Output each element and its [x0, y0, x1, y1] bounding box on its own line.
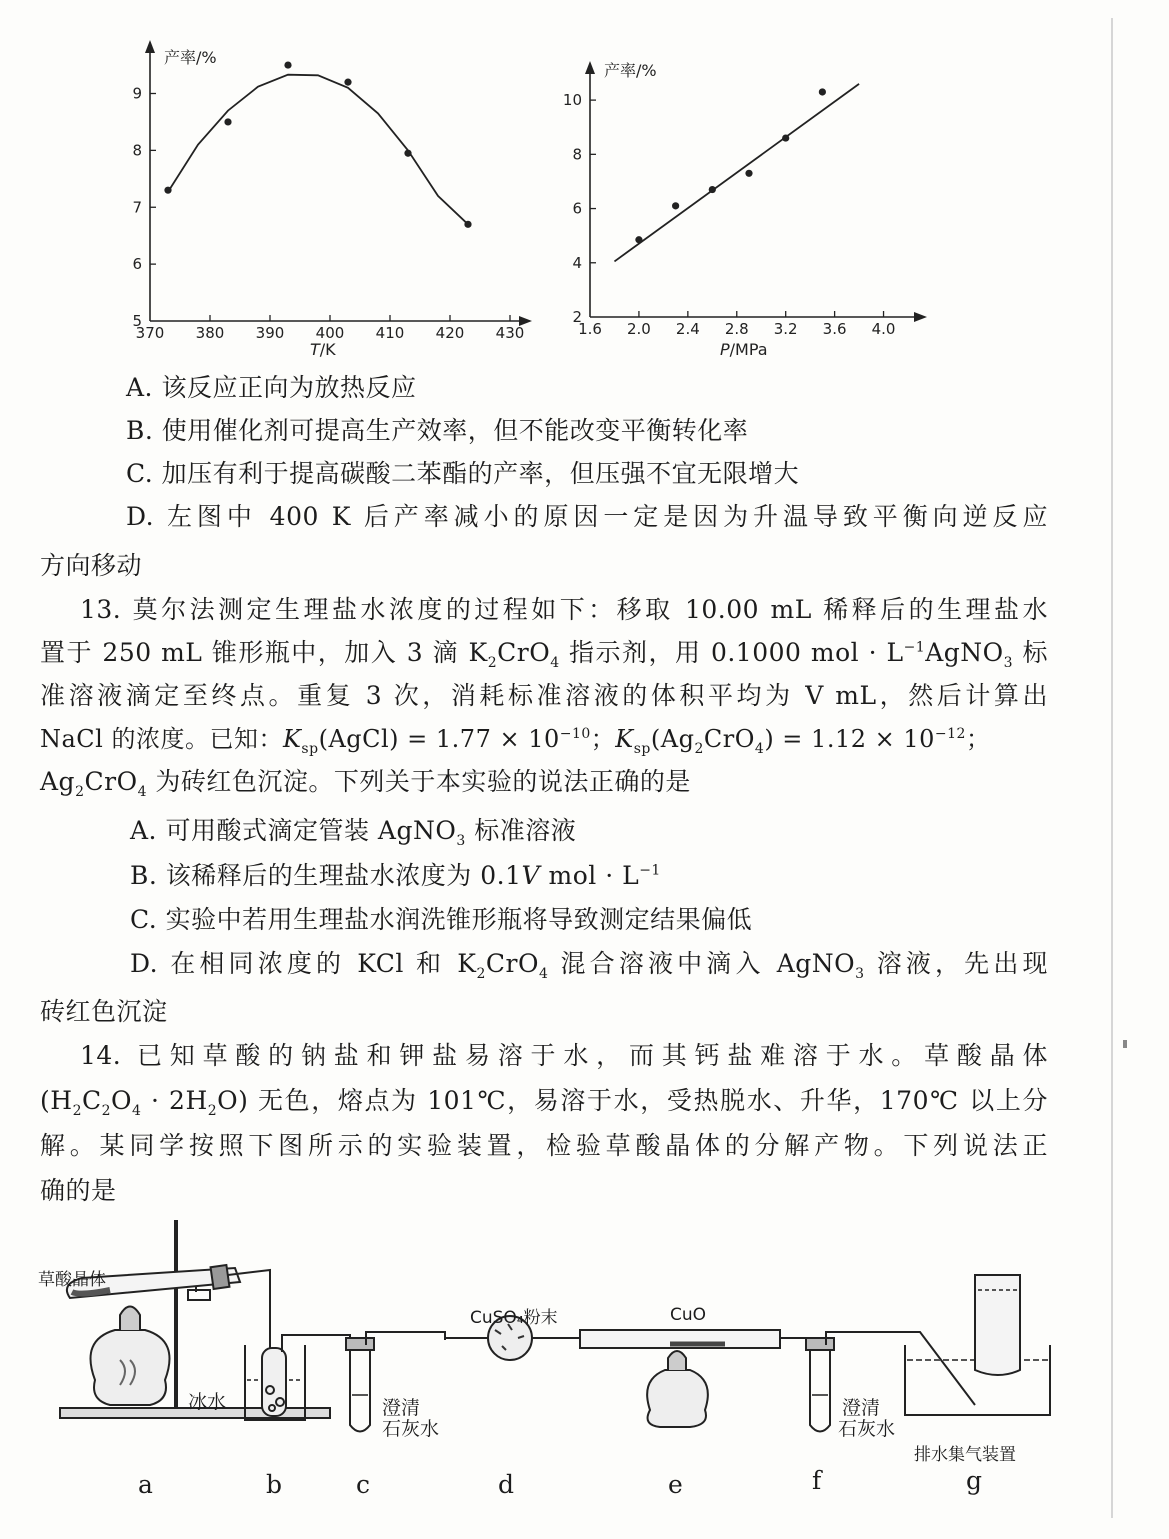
q14-l2-sub1: 2 [72, 1103, 82, 1119]
q13-od-sub3: 3 [855, 966, 865, 982]
q13-l4-sub2: 2 [694, 740, 704, 757]
q13-l4-text4: CrO [703, 725, 755, 753]
x-tick-label: 3.6 [822, 320, 847, 338]
q13-l2-text4: AgNO [925, 638, 1004, 667]
chart-pressure-xticks [578, 311, 895, 338]
y-tick-label: 4 [572, 253, 582, 272]
q13-l4-exp2: −12 [934, 726, 966, 742]
apparatus-diagram [20, 1220, 1100, 1450]
q13-option-d-line1 [130, 948, 1048, 980]
data-point [224, 118, 231, 125]
q13-od-text3: 混合溶液中滴入 AgNO [548, 949, 856, 978]
apparatus-letter-d: d [498, 1470, 515, 1499]
apparatus-letter-e: e [668, 1470, 683, 1499]
chart-pressure-ylabel: 产率/% [604, 61, 657, 80]
apparatus-letter-f: f [812, 1466, 822, 1495]
x-tick-label: 400 [315, 324, 345, 342]
y-tick-label: 10 [562, 91, 582, 110]
data-point [464, 221, 471, 228]
q13-l4-text3: (Ag [650, 725, 695, 753]
q13-od-sub1: 2 [476, 966, 486, 982]
x-tick-label: 4.0 [871, 320, 896, 338]
q13-option-a [130, 815, 576, 847]
data-point [819, 88, 826, 95]
data-point [635, 236, 642, 243]
q13-oa-text1: A. 可用酸式滴定管装 AgNO [130, 816, 457, 845]
q13-od-sub2: 4 [538, 966, 549, 982]
q13-l2-sub2: 4 [550, 655, 560, 671]
apparatus-label-ice-water: 冰水 [188, 1391, 227, 1413]
apparatus-label-cuo: CuO [670, 1305, 707, 1325]
x-tick-label: 3.2 [773, 320, 798, 338]
q13-l4-text2: (AgCl) = 1.77 × 10 [318, 725, 560, 753]
apparatus-label-limewater-f-2: 石灰水 [838, 1418, 896, 1440]
q14-l2-text3: O [111, 1086, 133, 1115]
q14-l2-sub2: 2 [101, 1103, 112, 1119]
q13-ob-text1: B. 该稀释后的生理盐水浓度为 0.1 [130, 861, 522, 890]
apparatus-g-trough [905, 1275, 1050, 1415]
y-tick-label: 7 [132, 198, 142, 217]
data-point [782, 134, 789, 141]
data-point [284, 61, 291, 68]
apparatus-a-alcohol-lamp [91, 1307, 170, 1406]
chart-temperature-points [164, 61, 471, 227]
q13-l2-text1: 置于 250 mL 锥形瓶中，加入 3 滴 K [40, 638, 488, 667]
q14-stem-line2 [40, 1085, 1048, 1117]
q13-ksp2-sub: sp [633, 740, 651, 757]
q13-l4-sub4: 4 [754, 740, 765, 757]
q13-l5-sub1: 2 [75, 784, 85, 800]
q12-option-d-line2: 方向移动 [40, 551, 143, 580]
q13-ksp2-k: K [615, 725, 634, 753]
apparatus-label-gas-collect: 排水集气装置 [914, 1445, 1016, 1465]
x-tick-label: 430 [495, 324, 525, 342]
apparatus-letter-b: b [266, 1470, 283, 1499]
q14-l2-text1: (H [40, 1086, 73, 1115]
q13-stem-line3: 准溶液滴定至终点。重复 3 次，消耗标准溶液的体积平均为 V mL，然后计算出 [40, 681, 1048, 710]
q14-stem-line3: 解。某同学按照下图所示的实验装置，检验草酸晶体的分解产物。下列说法正 [40, 1131, 1048, 1160]
q13-option-d-line2: 砖红色沉淀 [40, 997, 168, 1026]
q13-l5-text2: CrO [84, 767, 138, 796]
x-tick-label: 1.6 [578, 320, 602, 338]
q13-l2-sub1: 2 [487, 655, 498, 671]
q13-oa-sub: 3 [456, 833, 466, 849]
q13-stem-line4 [40, 723, 990, 755]
chart-pressure-axes [585, 61, 927, 322]
data-point [344, 79, 351, 86]
q13-l4-end: ； [965, 725, 991, 753]
q13-l5-text1: Ag [40, 767, 76, 796]
q12-option-a: A. 该反应正向为放热反应 [126, 373, 417, 402]
q13-l2-text5: 标 [1013, 638, 1049, 667]
q13-od-text1: D. 在相同浓度的 KCl 和 K [130, 949, 477, 978]
q14-l2-sub4: 2 [207, 1103, 218, 1119]
y-tick-label: 9 [132, 84, 142, 103]
page-edge-line [1111, 18, 1113, 1518]
x-tick-label: 370 [135, 324, 165, 342]
chart-pressure-xlabel: P/MPa [720, 340, 768, 359]
apparatus-label-crystal: 草酸晶体 [38, 1270, 106, 1290]
apparatus-letter-a: a [138, 1470, 153, 1499]
q13-oa-text2: 标准溶液 [465, 816, 577, 845]
q13-ob-text2: mol · L [540, 861, 640, 890]
q14-l2-text5: O) 无色，熔点为 101℃，易溶于水，受热脱水、升华，170℃ 以上分 [217, 1086, 1048, 1115]
q13-ksp1-sub: sp [301, 740, 319, 757]
chart-pressure-yticks [563, 91, 596, 326]
apparatus-letter-c: c [356, 1470, 371, 1499]
apparatus-e-alcohol-lamp [647, 1351, 708, 1427]
q13-stem-line1: 13. 莫尔法测定生理盐水浓度的过程如下：移取 10.00 mL 稀释后的生理盐水 [80, 595, 1048, 624]
apparatus-letter-g: g [966, 1466, 983, 1495]
q13-stem-line5 [40, 766, 691, 798]
apparatus-label-limewater-f-1: 澄清 [842, 1397, 881, 1419]
q13-ob-var: V [521, 861, 541, 890]
q13-od-text4: 溶液，先出现 [864, 949, 1049, 978]
y-tick-label: 8 [572, 145, 582, 164]
q14-l2-text2: C [81, 1086, 102, 1115]
q12-option-c: C. 加压有利于提高碳酸二苯酯的产率，但压强不宜无限增大 [126, 459, 800, 488]
data-point [745, 170, 752, 177]
chart-pressure [560, 55, 940, 365]
x-tick-label: 380 [195, 324, 225, 342]
q13-l2-text2: CrO [497, 638, 551, 667]
data-point [709, 186, 716, 193]
q12-option-b: B. 使用催化剂可提高生产效率，但不能改变平衡转化率 [126, 416, 749, 445]
q14-stem-line4: 确的是 [40, 1176, 117, 1205]
chart-temperature [120, 30, 540, 365]
x-tick-label: 420 [435, 324, 465, 342]
q13-od-text2: CrO [485, 949, 539, 978]
chart-temperature-xticks [136, 315, 525, 342]
q14-l2-sub3: 4 [132, 1103, 142, 1119]
apparatus-label-limewater-c-1: 澄清 [382, 1397, 421, 1419]
q13-stem-line2 [40, 637, 1048, 669]
q13-l2-sub3: 3 [1003, 655, 1014, 671]
y-tick-label: 5 [132, 312, 142, 330]
q12-option-d-line1: D. 左图中 400 K 后产率减小的原因一定是因为升温导致平衡向逆反应 [126, 502, 1048, 531]
x-tick-label: 2.0 [626, 320, 651, 338]
q13-option-b [130, 860, 661, 892]
data-point [164, 187, 171, 194]
apparatus-label-limewater-c-2: 石灰水 [382, 1418, 440, 1440]
chart-temperature-fit-curve [168, 75, 468, 225]
q13-l5-sub2: 4 [137, 784, 147, 800]
q13-ksp1-k: K [282, 725, 302, 753]
q13-option-c: C. 实验中若用生理盐水润洗锥形瓶将导致测定结果偏低 [130, 905, 753, 934]
q13-l2-text3: 指示剂，用 0.1000 mol · L [559, 638, 904, 667]
chart-temperature-ylabel: 产率/% [164, 48, 217, 67]
y-tick-label: 6 [572, 199, 582, 218]
q13-l4-sep: ； [590, 725, 616, 753]
q13-l4-text5: ) = 1.12 × 10 [764, 725, 935, 753]
x-tick-label: 2.4 [675, 320, 700, 338]
chart-pressure-fit-line [614, 84, 859, 262]
x-tick-label: 2.8 [724, 320, 749, 338]
chart-temperature-xlabel: T/K [310, 340, 336, 359]
q13-ob-sup: −1 [639, 862, 661, 879]
y-tick-label: 2 [572, 308, 582, 326]
data-point [404, 150, 411, 157]
x-tick-label: 390 [255, 324, 285, 342]
q13-l4-text1: NaCl 的浓度。已知： [40, 725, 283, 753]
chart-temperature-yticks [132, 85, 156, 331]
y-tick-label: 8 [132, 141, 142, 160]
data-point [672, 202, 679, 209]
q13-l5-text3: 为砖红色沉淀。下列关于本实验的说法正确的是 [146, 767, 691, 796]
page-edge-tick [1123, 1040, 1127, 1048]
apparatus-e-combustion-tube [580, 1330, 820, 1348]
q13-l2-sup: −1 [903, 639, 926, 656]
apparatus-label-cuso4: CuSO₄粉末 [470, 1308, 558, 1328]
q14-stem-line1: 14. 已知草酸的钠盐和钾盐易溶于水，而其钙盐难溶于水。草酸晶体 [80, 1041, 1048, 1070]
chart-pressure-points [635, 88, 826, 243]
y-tick-label: 6 [132, 255, 142, 274]
q13-l4-exp1: −10 [559, 726, 591, 742]
x-tick-label: 410 [375, 324, 405, 342]
q14-l2-text4: · 2H [141, 1086, 208, 1115]
